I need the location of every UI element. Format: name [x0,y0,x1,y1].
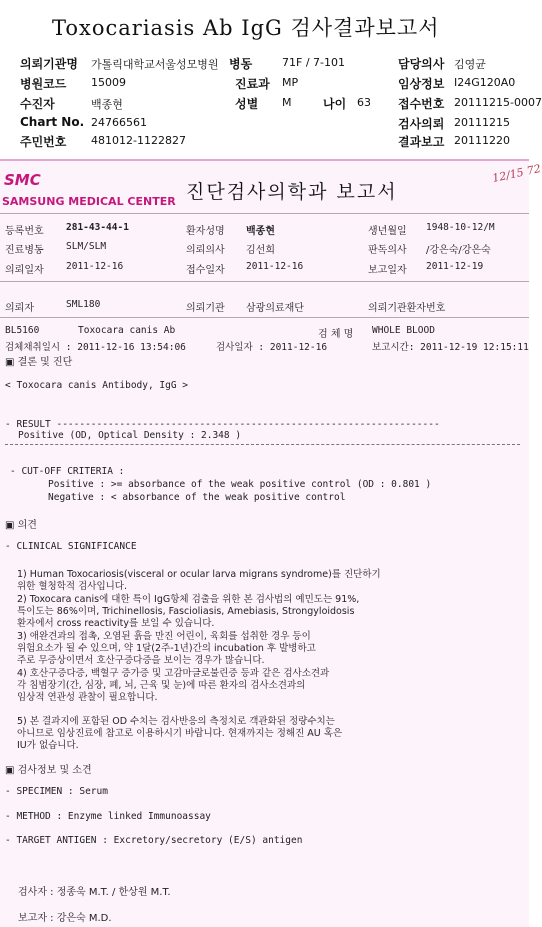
label-institution: 의뢰기관명 [20,57,78,71]
label-doctor: 담당의사 [398,57,445,71]
clinical-line: IU가 없습니다. [17,740,79,751]
value-test-request: 20111215 [454,116,510,129]
value-patient-name: 백종현 [246,226,275,237]
clinical-line: 특이도는 86%이며, Trichinellosis, Fascioliasis, Amebiasis, Strongyloidosis [17,606,355,617]
label-patient-name: 환자성명 [186,226,225,237]
test-code: BL5160 [5,325,40,336]
cutoff-negative: Negative : < absorbance of the weak positive control [48,492,346,503]
label-clinical-info: 임상정보 [398,77,445,91]
value-ward: 71F / 7-101 [282,56,345,69]
label-receipt-no: 접수번호 [398,97,445,111]
reporter-line: 보고자 : 강은숙 M.D. [18,913,112,924]
clinical-header: - CLINICAL SIGNIFICANCE [5,541,137,552]
value-resident-no: 481012-1122827 [91,134,186,147]
label-age: 나이 [323,97,347,111]
scanned-report [0,159,542,927]
label-dob: 생년월일 [368,226,407,237]
clinical-line: 2) Toxocara canis에 대한 특이 IgG항체 검출을 위한 본 검사법의 예민도는 91%, [17,594,360,605]
value-ward: SLM/SLM [66,241,107,252]
value-reg-no: 281-43-44-1 [66,222,129,233]
section-conclusion: ▣ 결론 및 진단 [5,357,73,368]
label-specimen: 검 체 명 [318,329,354,340]
label-ward: 병동 [229,57,253,71]
test-date: 검사일자 : 2011-12-16 [216,342,328,353]
collect-datetime: 검체채취일시 : 2011-12-16 13:54:06 [5,342,186,353]
handwritten-note: 12/15 72 [491,162,542,185]
lab-report-title: 진단검사의학과 보고서 [186,181,398,203]
value-patient: 백종현 [91,98,123,111]
value-chart-no: 24766561 [91,116,147,129]
cutoff-positive: Positive : >= absorbance of the weak positive control (OD : 0.801 ) [48,479,432,490]
tester-line: 검사자 : 정종욱 M.T. / 한상원 M.T. [18,887,171,898]
value-clinical-info: I24G120A0 [454,76,516,89]
value-req-doctor: 김선희 [246,245,275,256]
value-requester: SML180 [66,299,101,310]
report-title: Toxocariasis Ab IgG 검사결과보고서 [52,16,440,40]
value-specimen: WHOLE BLOOD [372,325,435,336]
value-sex: M [282,96,292,109]
cutoff-header: - CUT-OFF CRITERIA : [10,466,125,477]
smc-logo: SMC [4,171,41,189]
clinical-line: 아니므로 임상진료에 참고로 이용하시기 바랍니다. 현재까지는 정해진 AU 혹은 [17,728,343,739]
label-ward: 진료병동 [5,245,44,256]
label-patient: 수진자 [20,97,55,111]
section-opinion: ▣ 의견 [5,520,37,531]
divider [0,281,529,282]
clinical-line: 위험요소가 될 수 있으며, 약 1달(2주-1년)간의 incubation 후 발병하고 [17,643,316,654]
label-chart-no: Chart No. [20,115,85,129]
specimen-line: - SPECIMEN : Serum [5,786,108,797]
center-name: SAMSUNG MEDICAL CENTER [2,195,176,208]
value-department: MP [282,76,299,89]
label-req-date: 의뢰일자 [5,265,44,276]
label-test-request: 검사의뢰 [398,117,445,131]
label-resident-no: 주민번호 [20,135,67,149]
clinical-line: 임상적 연관성 관찰이 필요합니다. [17,692,158,703]
clinical-line: 3) 애완견과의 접촉, 오염된 흙을 만진 어린이, 육회를 섭취한 경우 등이 [17,631,311,642]
method-line: - METHOD : Enzyme linked Immunoassay [5,811,211,822]
antibody-title: < Toxocara canis Antibody, IgG > [5,380,189,391]
label-reader: 판독의사 [368,245,407,256]
result-value: Positive (OD, Optical Density : 2.348 ) [18,430,242,441]
label-hospital-code: 병원코드 [20,77,67,91]
clinical-line: 1) Human Toxocariosis(visceral or ocular larva migrans syndrome)를 진단하기 [17,569,381,580]
value-hospital-code: 15009 [91,76,126,89]
section-test-info: ▣ 검사정보 및 소견 [5,765,92,776]
label-sex: 성별 [235,97,259,111]
label-result-report: 결과보고 [398,135,445,149]
label-reg-no: 등록번호 [5,226,44,237]
value-dob: 1948-10-12/M [426,222,495,233]
label-institution: 의뢰기관 [186,303,225,314]
value-receipt-no: 20111215-0007 [454,96,542,109]
value-age: 63 [357,96,371,109]
value-reader: /강은숙/강은숙 [426,245,491,256]
value-doctor: 김영균 [454,58,486,71]
value-institution: 삼광의료재단 [246,303,304,314]
label-department: 진료과 [235,77,270,91]
value-institution: 가톨릭대학교서울성모병원 [91,58,219,71]
divider [0,213,529,214]
divider [0,317,529,318]
label-requester: 의뢰자 [5,303,34,314]
value-recv-date: 2011-12-16 [246,261,304,272]
test-name: Toxocara canis Ab [78,325,176,336]
value-result-report: 20111220 [454,134,510,147]
label-inst-patient-no: 의뢰기관환자번호 [368,303,446,314]
value-report-date: 2011-12-19 [426,261,484,272]
clinical-line: 각 침범장기(간, 심장, 폐, 뇌, 근육 및 눈)에 따른 환자의 검사소견과의 [17,680,306,691]
label-recv-date: 접수일자 [186,265,225,276]
clinical-line: 주로 무증상이면서 호산구증다증을 보이는 경우가 많습니다. [17,655,265,666]
result-divider [5,444,520,445]
result-header: - RESULT ------------------------------------------------------------------- [5,419,440,430]
clinical-line: 환자에서 cross reactivity를 보일 수 있습니다. [17,618,215,629]
clinical-line: 위한 혈청학적 검사입니다. [17,581,128,592]
clinical-line: 4) 호산구증다증, 백혈구 증가증 및 고감마글로불린증 등과 같은 검사소견과 [17,668,330,679]
label-report-date: 보고일자 [368,265,407,276]
clinical-line: 5) 본 결과지에 포함된 OD 수치는 검사반응의 측정치로 객관화된 정량수치는 [17,716,335,727]
report-time: 보고시간: 2011-12-19 12:15:11 [372,342,529,353]
antigen-line: - TARGET ANTIGEN : Excretory/secretory (E/S) antigen [5,835,303,846]
value-req-date: 2011-12-16 [66,261,124,272]
label-req-doctor: 의뢰의사 [186,245,225,256]
